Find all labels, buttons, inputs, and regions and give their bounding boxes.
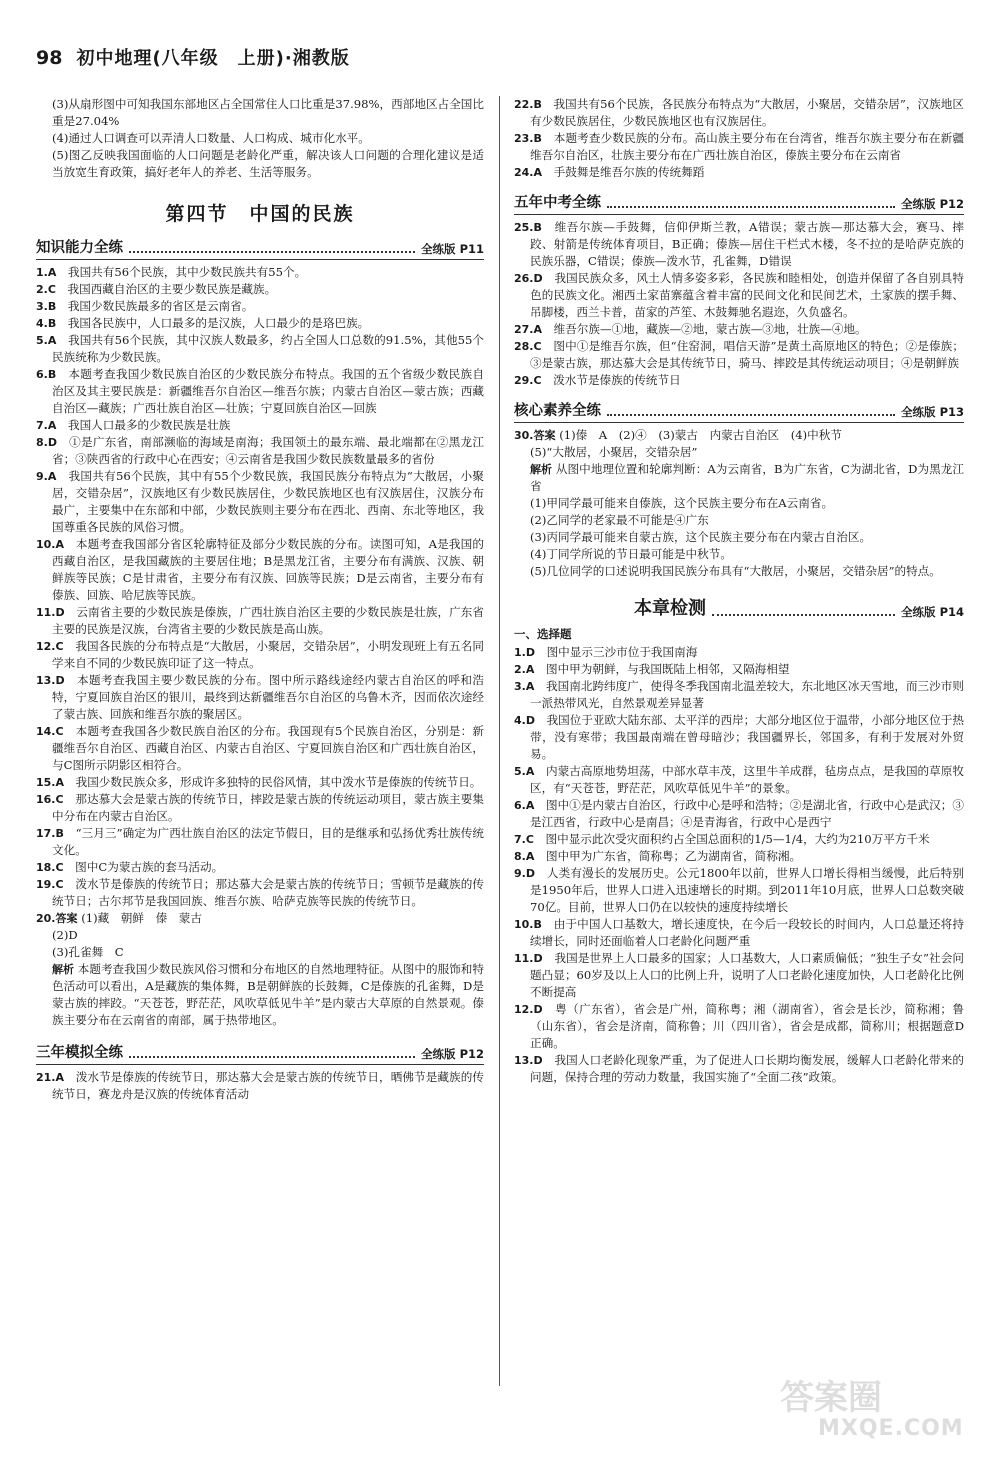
- answer-text: 我国各民族的分布特点是“大散居，小聚居，交错杂居”，小明发现班上有五名同学来自不同的少数民族印证了这一特点。: [52, 639, 484, 670]
- paragraph: (2)乙同学的老家最不可能是④广东: [530, 513, 709, 527]
- spacer: [64, 826, 76, 840]
- answer-number: 21.A: [36, 1071, 64, 1084]
- intro-paragraphs: [36, 96, 484, 181]
- spacer: [56, 418, 68, 432]
- paragraph: (1)甲同学最可能来自傣族，这个民族主要分布在A云南省。: [530, 496, 834, 510]
- column-divider: [499, 96, 500, 1386]
- answer-item: [514, 848, 964, 865]
- answer-text: 内蒙古高原地势坦荡，中部水草丰茂，这里牛羊成群，毡房点点，是我国的草原牧区，有“天苍苍，野茫茫，风吹草低见牛羊”的景象。: [530, 764, 964, 795]
- analysis-text: [36, 961, 484, 1029]
- answer-text: 本题考查我国部分省区轮廓特征及部分少数民族的分布。读图可知，A是我国的西藏自治区，是我国藏族的主要居住地；B是黑龙江省，主要分布有满族、汉族、朝鲜族等民族；C是甘肃省，主要分布有汉族、回族等民族；D是云南省，主要分布有傣族、回族、哈尼族等民族。: [52, 537, 484, 602]
- spacer: [542, 322, 554, 336]
- section-ref: 全练版 P11: [421, 242, 484, 256]
- answer-text: ①是广东省，南部濒临的海域是南海；我国领土的最东端、最北端都在②黑龙江省；③陕西省的行政中心在西安；④云南省是我国少数民族数量最多的省份: [52, 435, 484, 466]
- page-header: [36, 44, 350, 84]
- watermark-url: MXQE.COM: [818, 1416, 964, 1441]
- answer-item: [36, 859, 484, 876]
- answer-number: 3.A: [514, 680, 535, 693]
- answer-number: 22.B: [514, 98, 542, 111]
- answer-text: 我国共有56个民族，各民族分布特点为“大散居，小聚居，交错杂居”，汉族地区有少数民族居住，少数民族地区也有汉族居住。: [530, 97, 964, 128]
- answer-item: [36, 315, 484, 332]
- spacer: [56, 299, 68, 313]
- answer-number: 6.A: [514, 799, 535, 812]
- answer-text: 维吾尔族—①地，藏族—②地，蒙古族—③地，壮族—④地。: [553, 322, 867, 336]
- answer-number: 24.A: [514, 166, 542, 179]
- analysis-sublist: [514, 495, 964, 580]
- answer-list-5: [514, 644, 964, 1086]
- answer-item: [36, 434, 484, 468]
- answer-text: 图中显示此次受灾面积约占全国总面积的1/5—1/4，大约为210万平方千米: [545, 832, 930, 846]
- section-ref: 全练版 P13: [901, 405, 964, 419]
- answer-item: [514, 831, 964, 848]
- answer-item: [36, 1069, 484, 1103]
- spacer: [57, 435, 69, 449]
- answer-number: 1.D: [514, 646, 535, 659]
- answer-line: (2)D: [52, 928, 78, 942]
- answer-item-30: [514, 427, 964, 444]
- section-ref: 全练版 P12: [421, 1047, 484, 1061]
- book-title: 初中地理(八年级 上册)·湘教版: [76, 48, 350, 69]
- dot-leader: [129, 1056, 415, 1058]
- answer-text: 我国少数民族最多的省区是云南省。: [67, 299, 254, 313]
- answer-number: 29.C: [514, 374, 542, 387]
- answer-text: 本题考查我国各少数民族自治区的分布。我国现有5个民族自治区，分别是：新疆维吾尔自治区、西藏自治区、内蒙古自治区、宁夏回族自治区和广西壮族自治区，与C图所示阴影区相符合。: [52, 724, 484, 772]
- answer-text: 我国位于亚欧大陆东部、太平洋的西岸；大部分地区位于温带，小部分地区位于热带，没有寒带；我国最南端在曾母暗沙；我国疆界长，邻国多，有利于发展对外贸易。: [530, 713, 964, 761]
- section-header-core: [514, 399, 964, 423]
- answer-text: 本题考查我国主要少数民族的分布。图中所示路线途经内蒙古自治区的呼和浩特，宁夏回族自治区的银川，最终到达新疆维吾尔自治区的乌鲁木齐，因而依次途经了蒙古族、回族和维吾尔族的聚居区。: [52, 673, 484, 721]
- spacer: [64, 792, 76, 806]
- answer-text: 我国共有56个民族，其中少数民族共有55个。: [67, 265, 307, 279]
- answer-item-20: [36, 910, 484, 927]
- left-column: [36, 96, 484, 1103]
- dot-leader: [607, 206, 895, 208]
- answer-number: 5.A: [36, 334, 57, 347]
- spacer: [543, 1053, 555, 1067]
- answer-text: 我国各民族中，人口最多的是汉族，人口最少的是珞巴族。: [67, 316, 370, 330]
- answer-text: 我国是世界上人口最多的国家；人口基数大，人口素质偏低；“独生子女”社会问题凸显；60岁及以上人口的比例上升，说明了人口老龄化速度加快，人口老龄化比例不断提高: [530, 951, 964, 999]
- answer-number: 13.D: [36, 674, 65, 687]
- paragraph: (5)图乙反映我国面临的人口问题是老龄化严重，解决该人口问题的合理化建议是适当放宽生育政策，搞好老年人的养老、生活等服务。: [52, 148, 484, 179]
- answer-item: [514, 644, 964, 661]
- answer-number: 6.B: [36, 368, 57, 381]
- answer-text: 我国民族众多，风土人情多姿多彩，各民族和睦相处，创造并保留了各自别具特色的民族文化。湘西土家苗寨蕴含着丰富的民间文化和民间艺术，土家族的摆手舞、吊脚楼，西兰卡普，苗家的芦笙、木鼓舞驰名遐迩，久负盛名。: [530, 271, 964, 319]
- spacer: [534, 764, 546, 778]
- section-header-knowledge: [36, 236, 484, 260]
- dot-leader: [712, 614, 895, 616]
- spacer: [542, 97, 554, 111]
- answer-number: 12.D: [514, 1003, 543, 1016]
- answer-text: 图中①是内蒙古自治区，行政中心是呼和浩特；②是湖北省，行政中心是武汉；③是江西省，行政中心是南昌；④是青海省，行政中心是西宁: [530, 798, 964, 829]
- answer-text: 云南省主要的少数民族是傣族，广西壮族自治区主要的少数民族是壮族，广东省主要的民族是汉族，台湾省主要的少数民族是高山族。: [52, 605, 484, 636]
- answer-item: [514, 1052, 964, 1086]
- spacer: [535, 866, 547, 880]
- answer-item: [36, 536, 484, 604]
- answer-text: 本题考查少数民族的分布。高山族主要分布在台湾省，维吾尔族主要分布在新疆维吾尔自治区，壮族主要分布在广西壮族自治区，傣族主要分布在云南省: [530, 131, 964, 162]
- answer-number: 26.D: [514, 272, 543, 285]
- answer-number: 9.D: [514, 867, 535, 880]
- spacer: [542, 917, 554, 931]
- section-ref: 全练版 P14: [901, 605, 964, 619]
- answer-number: 1.A: [36, 266, 57, 279]
- answer-item: [36, 264, 484, 281]
- analysis-text: [514, 461, 964, 495]
- analysis-body: 从图中地理位置和轮廓判断：A为云南省，B为广东省，C为湖北省，D为黑龙江省: [530, 462, 965, 493]
- answer-text: “三月三”确定为广西壮族自治区的法定节假日，目的是继承和弘扬优秀壮族传统文化。: [52, 826, 484, 857]
- spacer: [535, 645, 547, 659]
- section-title: 五年中考全练: [514, 195, 601, 211]
- section-header-chapter-test: [514, 594, 964, 622]
- answer-text: 那达慕大会是蒙古族的传统节日，摔跤是蒙古族的传统运动项目，蒙古族主要集中分布在内蒙古自治区。: [52, 792, 484, 823]
- paragraph: (3)从扇形图中可知我国东部地区占全国常住人口比重是37.98%，西部地区占全国比重是27.04%: [52, 97, 484, 128]
- answer-list-0: [514, 96, 964, 181]
- paragraph: (4)通过人口调查可以弄清人口数量、人口构成、城市化水平。: [52, 131, 370, 145]
- section-title: 三年模拟全练: [36, 1045, 123, 1061]
- answer-text: 图中甲为广东省，简称粤；乙为湖南省，简称湘。: [545, 849, 802, 863]
- answer-number: 2.C: [36, 283, 56, 296]
- dot-leader: [129, 251, 415, 253]
- answer-number: 20.答案: [36, 912, 78, 925]
- answer-number: 8.D: [36, 436, 57, 449]
- answer-number: 4.B: [36, 317, 57, 330]
- subsection-title: 一、选择题: [514, 627, 572, 641]
- answer-text: 图中C为蒙古族的套马活动。: [75, 860, 224, 874]
- answer-text: 我国西藏自治区的主要少数民族是藏族。: [67, 282, 277, 296]
- answer-item: [514, 164, 964, 181]
- answer-text: 人类有漫长的发展历史。公元1800年以前，世界人口增长得相当缓慢，此后特别是1950年后，世界人口进入迅速增长的时期。到2011年10月底，世界人口总数突破70亿。目前，世界人口仍在以较快的速度持续增长: [530, 866, 964, 914]
- analysis-label: 解析: [52, 963, 75, 976]
- answer-number: 11.D: [36, 606, 65, 619]
- spacer: [542, 165, 554, 179]
- answer-item: [36, 791, 484, 825]
- answer-number: 2.A: [514, 663, 535, 676]
- dot-leader: [607, 414, 895, 416]
- spacer: [543, 1002, 555, 1016]
- answer-item: [36, 723, 484, 774]
- spacer: [534, 662, 546, 676]
- answer-number: 23.B: [514, 132, 542, 145]
- answer-item: [36, 825, 484, 859]
- spacer: [56, 469, 68, 483]
- answer-number: 30.答案: [514, 429, 556, 442]
- answer-text: 我国共有56个民族，其中有55个少数民族，我国民族分布特点为“大散居，小聚居，交错杂居”，汉族地区有少数民族居住，少数民族地区也有汉族居住，汉族分布最广，主要集中在东部和中部，少数民族则主要分布在西北、西南、东北等地区，我国尊重各民族的风俗习惯。: [52, 469, 484, 534]
- answer-item: [514, 712, 964, 763]
- answer-text: 本题考查我国少数民族自治区的少数民族分布特点。我国的五个省级少数民族自治区及其主要民族是：新疆维吾尔自治区—维吾尔族；内蒙古自治区—蒙古族；西藏自治区—藏族；广西壮族自治区—壮族；宁夏回族自治区—回族: [52, 367, 484, 415]
- answer-text: 维吾尔族—手鼓舞，信仰伊斯兰教，A错误；蒙古族—那达慕大会，赛马、摔跤、射箭是传统体育项目，B正确；傣族—居住干栏式木楼，冬不拉的是哈萨克族的民族乐器，C错误；傣族—泼水节，孔雀舞，D错误: [530, 220, 964, 268]
- answer-number: 4.D: [514, 714, 535, 727]
- chapter-title: 第四节 中国的民族: [165, 203, 355, 225]
- paragraph: (4)丁同学所说的节日最可能是中秋节。: [530, 547, 732, 561]
- watermark-text: 答案圈: [780, 1378, 882, 1418]
- answer-number: 5.A: [514, 765, 535, 778]
- answer-text: 泼水节是傣族的传统节日: [553, 373, 681, 387]
- answer-list-1: [36, 264, 484, 910]
- spacer: [64, 1070, 76, 1084]
- answer-number: 8.A: [514, 850, 535, 863]
- answer-item: [514, 763, 964, 797]
- answer-number: 28.C: [514, 340, 542, 353]
- spacer: [64, 860, 76, 874]
- answer-number: 12.C: [36, 640, 64, 653]
- answer-line: (1)傣 A (2)④ (3)蒙古 内蒙古自治区 (4)中秋节: [559, 428, 842, 442]
- answer-number: 11.D: [514, 952, 543, 965]
- paragraph: (5)几位同学的口述说明我国民族分布具有“大散居，小聚居，交错杂居”的特点。: [530, 564, 941, 578]
- answer-item: [36, 417, 484, 434]
- right-column: [514, 96, 964, 1086]
- spacer: [535, 713, 547, 727]
- answer-number: 10.A: [36, 538, 64, 551]
- answer-item: [36, 638, 484, 672]
- answer-item: [36, 604, 484, 638]
- answer-item: [36, 366, 484, 417]
- answer-item: [514, 916, 964, 950]
- answer-text: 我国少数民族众多，形成许多独特的民俗风情，其中泼水节是傣族的传统节日。: [75, 775, 482, 789]
- spacer: [534, 798, 546, 812]
- paragraph: (3)丙同学最可能来自蒙古族，这个民族主要分布在内蒙古自治区。: [530, 530, 872, 544]
- answer-number: 18.C: [36, 861, 64, 874]
- answer-text: 我国人口老龄化现象严重，为了促进人口长期均衡发展，缓解人口老龄化带来的问题，保持合理的劳动力数量，我国实施了“全面二孩”政策。: [530, 1053, 964, 1084]
- answer-text: 由于中国人口基数大，增长速度快，在今后一段较长的时间内，人口总量还将持续增长，同时还面临着人口老龄化问题严重: [530, 917, 964, 948]
- spacer: [534, 849, 546, 863]
- answer-item: [514, 96, 964, 130]
- answer-line: (3)孔雀舞 C: [52, 945, 124, 959]
- answer-item: [36, 876, 484, 910]
- answer-item: [36, 672, 484, 723]
- answer-list-3: [514, 219, 964, 389]
- page-number: 98: [36, 47, 63, 69]
- spacer: [64, 775, 76, 789]
- answer-text: 我国人口最多的少数民族是壮族: [67, 418, 231, 432]
- answer-item: [36, 298, 484, 315]
- answer-item: [514, 661, 964, 678]
- spacer: [543, 951, 555, 965]
- answer-list-2: [36, 1069, 484, 1103]
- answer-item: [514, 1001, 964, 1052]
- section-header-5yr: [514, 191, 964, 215]
- spacer: [56, 316, 68, 330]
- answer-item: [36, 774, 484, 791]
- answer-line: (1)藏 朝鲜 傣 蒙古: [81, 911, 202, 925]
- spacer: [64, 724, 76, 738]
- answer-number: 19.C: [36, 878, 64, 891]
- answer-number: 17.B: [36, 827, 64, 840]
- answer-text: 图中显示三沙市位于我国南海: [546, 645, 698, 659]
- answer-number: 25.B: [514, 221, 542, 234]
- answer-text: 图中甲为朝鲜，与我国既陆上相邻，又隔海相望: [545, 662, 790, 676]
- spacer: [64, 877, 76, 891]
- answer-text: 我国南北跨纬度广，使得冬季我国南北温差较大，东北地区冰天雪地，而三沙市则一派热带风光，自然景观差异显著: [530, 679, 964, 710]
- answer-text: 泼水节是傣族的传统节日，那达慕大会是蒙古族的传统节日，晒佛节是藏族的传统节日，赛龙舟是汉族的传统体育活动: [52, 1070, 484, 1101]
- answer-text: 泼水节是傣族的传统节日；那达慕大会是蒙古族的传统节日；雪顿节是藏族的传统节日；古尔邦节是我国回族、维吾尔族、哈萨克族等民族的传统节日。: [52, 877, 484, 908]
- answer-number: 10.B: [514, 918, 542, 931]
- spacer: [542, 373, 554, 387]
- answer-number: 15.A: [36, 776, 64, 789]
- answer-line: (5)“大散居，小聚居，交错杂居”: [530, 445, 698, 459]
- answer-text: 我国共有56个民族，其中汉族人数最多，约占全国人口总数的91.5%，其他55个民族统称为少数民族。: [52, 333, 484, 364]
- watermark-logo: [780, 1370, 980, 1450]
- answer-text: 手鼓舞是维吾尔族的传统舞蹈: [553, 165, 705, 179]
- answer-number: 7.A: [36, 419, 57, 432]
- spacer: [534, 832, 546, 846]
- spacer: [64, 639, 76, 653]
- spacer: [65, 605, 77, 619]
- spacer: [542, 131, 554, 145]
- spacer: [64, 537, 76, 551]
- answer-number: 3.B: [36, 300, 57, 313]
- answer-item: [514, 797, 964, 831]
- analysis-label: 解析: [530, 463, 553, 476]
- answer-item: [36, 281, 484, 298]
- answer-item: [514, 678, 964, 712]
- spacer: [65, 673, 77, 687]
- answer-item: [514, 338, 964, 372]
- section-header-3yr: [36, 1041, 484, 1065]
- analysis-body: 本题考查我国少数民族风俗习惯和分布地区的自然地理特征。从图中的服饰和特色活动可以看出，A是藏族的集体舞，B是朝鲜族的长鼓舞，C是傣族的孔雀舞，D是蒙古族的摔跤。“天苍苍，野茫茫，风吹草低见牛羊”是内蒙古大草原的自然景观。傣族主要分布在云南省的南部，属于热带地区。: [52, 962, 484, 1027]
- answer-item: [514, 372, 964, 389]
- spacer: [56, 282, 68, 296]
- section-title: 核心素养全练: [514, 403, 601, 419]
- spacer: [56, 333, 68, 347]
- answer-item: [514, 950, 964, 1001]
- answer-item: [514, 130, 964, 164]
- spacer: [56, 265, 68, 279]
- answer-item: [514, 270, 964, 321]
- spacer: [534, 679, 546, 693]
- section-title: 本章检测: [634, 598, 706, 619]
- answer-number: 14.C: [36, 725, 64, 738]
- answer-item: [36, 332, 484, 366]
- spacer: [542, 220, 555, 234]
- answer-item: [36, 468, 484, 536]
- answer-text: 粤（广东省），省会是广州，简称粤；湘（湖南省），省会是长沙，简称湘；鲁（山东省），省会是济南，简称鲁；川（四川省），省会是成都，简称川；根据题意D正确。: [530, 1002, 964, 1050]
- answer-text: 图中①是维吾尔族，但“住窑洞，唱信天游”是黄土高原地区的特色；②是傣族；③是蒙古族，那达慕大会是其传统节日，骑马、摔跤是其传统运动项目；④是朝鲜族: [530, 339, 964, 370]
- answer-item: [514, 865, 964, 916]
- answer-number: 13.D: [514, 1054, 543, 1067]
- section-ref: 全练版 P12: [901, 197, 964, 211]
- spacer: [56, 367, 68, 381]
- answer-item: [514, 321, 964, 338]
- answer-number: 9.A: [36, 470, 57, 483]
- answer-number: 7.C: [514, 833, 534, 846]
- section-title: 知识能力全练: [36, 240, 123, 256]
- answer-number: 16.C: [36, 793, 64, 806]
- answer-number: 27.A: [514, 323, 542, 336]
- spacer: [543, 271, 555, 285]
- spacer: [542, 339, 554, 353]
- answer-item: [514, 219, 964, 270]
